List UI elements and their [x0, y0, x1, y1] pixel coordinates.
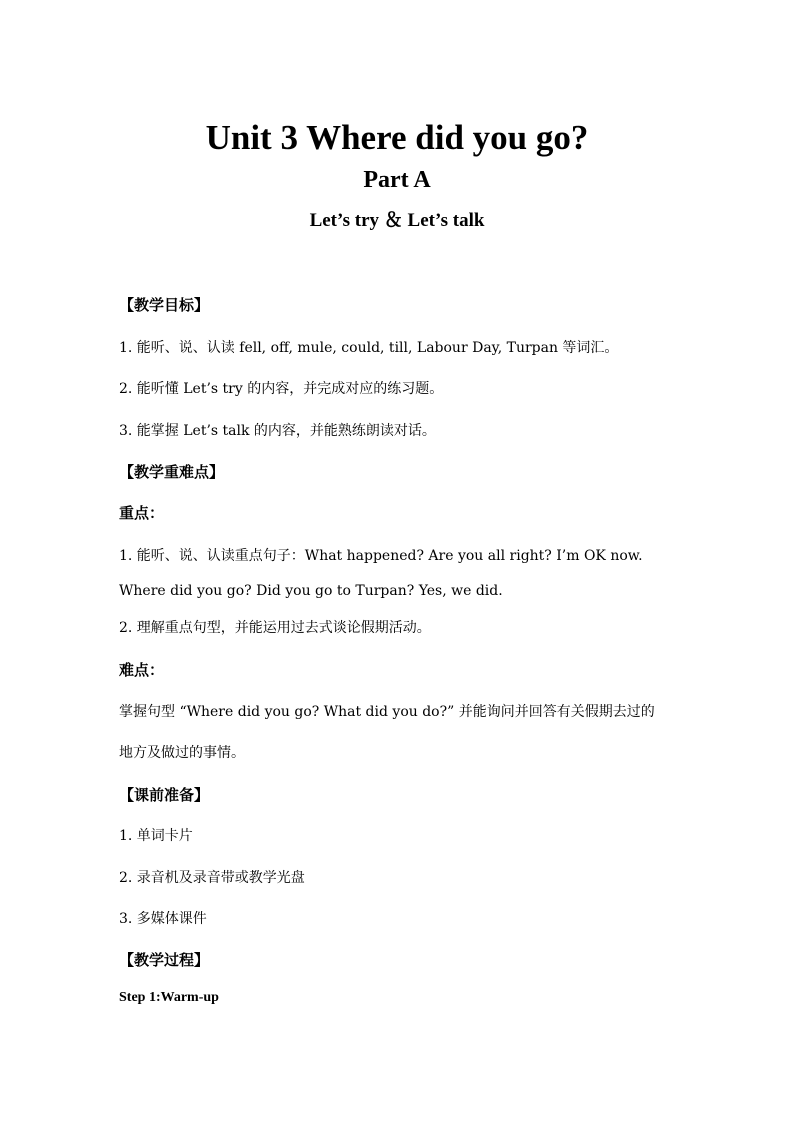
focus-item-1-continued: Where did you go? Did you go to Turpan? Yes, we did.: [119, 583, 503, 599]
unit-title: Unit 3 Where did you go?: [205, 118, 589, 157]
preparation-item-2: 2. 录音机及录音带或教学光盘: [119, 870, 305, 886]
difficulty-item-line-2: 地方及做过的事情。: [119, 745, 245, 761]
objective-item-3: 3. 能掌握 Let’s talk 的内容，并能熟练朗读对话。: [119, 423, 436, 439]
lesson-subtitle: Let’s try ＆ Let’s talk: [309, 210, 485, 231]
preparation-item-3: 3. 多媒体课件: [119, 911, 207, 927]
step-1-heading: Step 1:Warm-up: [119, 990, 219, 1005]
focus-item-1: 1. 能听、说、认读重点句子：What happened? Are you all right? I’m OK now.: [119, 548, 643, 564]
key-points-heading: 【教学重难点】: [119, 463, 225, 481]
objectives-heading: 【教学目标】: [119, 296, 210, 314]
difficulty-item-line-1: 掌握句型 “Where did you go? What did you do?” 并能询问并回答有关假期去过的: [119, 704, 655, 720]
preparation-item-1: 1. 单词卡片: [119, 828, 193, 844]
preparation-heading: 【课前准备】: [119, 786, 210, 804]
part-title: Part A: [363, 167, 431, 193]
objective-item-2: 2. 能听懂 Let’s try 的内容，并完成对应的练习题。: [119, 381, 444, 397]
focus-label: 重点：: [119, 504, 165, 522]
focus-item-2: 2. 理解重点句型，并能运用过去式谈论假期活动。: [119, 620, 431, 636]
process-heading: 【教学过程】: [119, 951, 210, 969]
objective-item-1: 1. 能听、说、认读 fell, off, mule, could, till, Labour Day, Turpan 等词汇。: [119, 340, 619, 356]
difficulty-label: 难点：: [119, 661, 165, 679]
